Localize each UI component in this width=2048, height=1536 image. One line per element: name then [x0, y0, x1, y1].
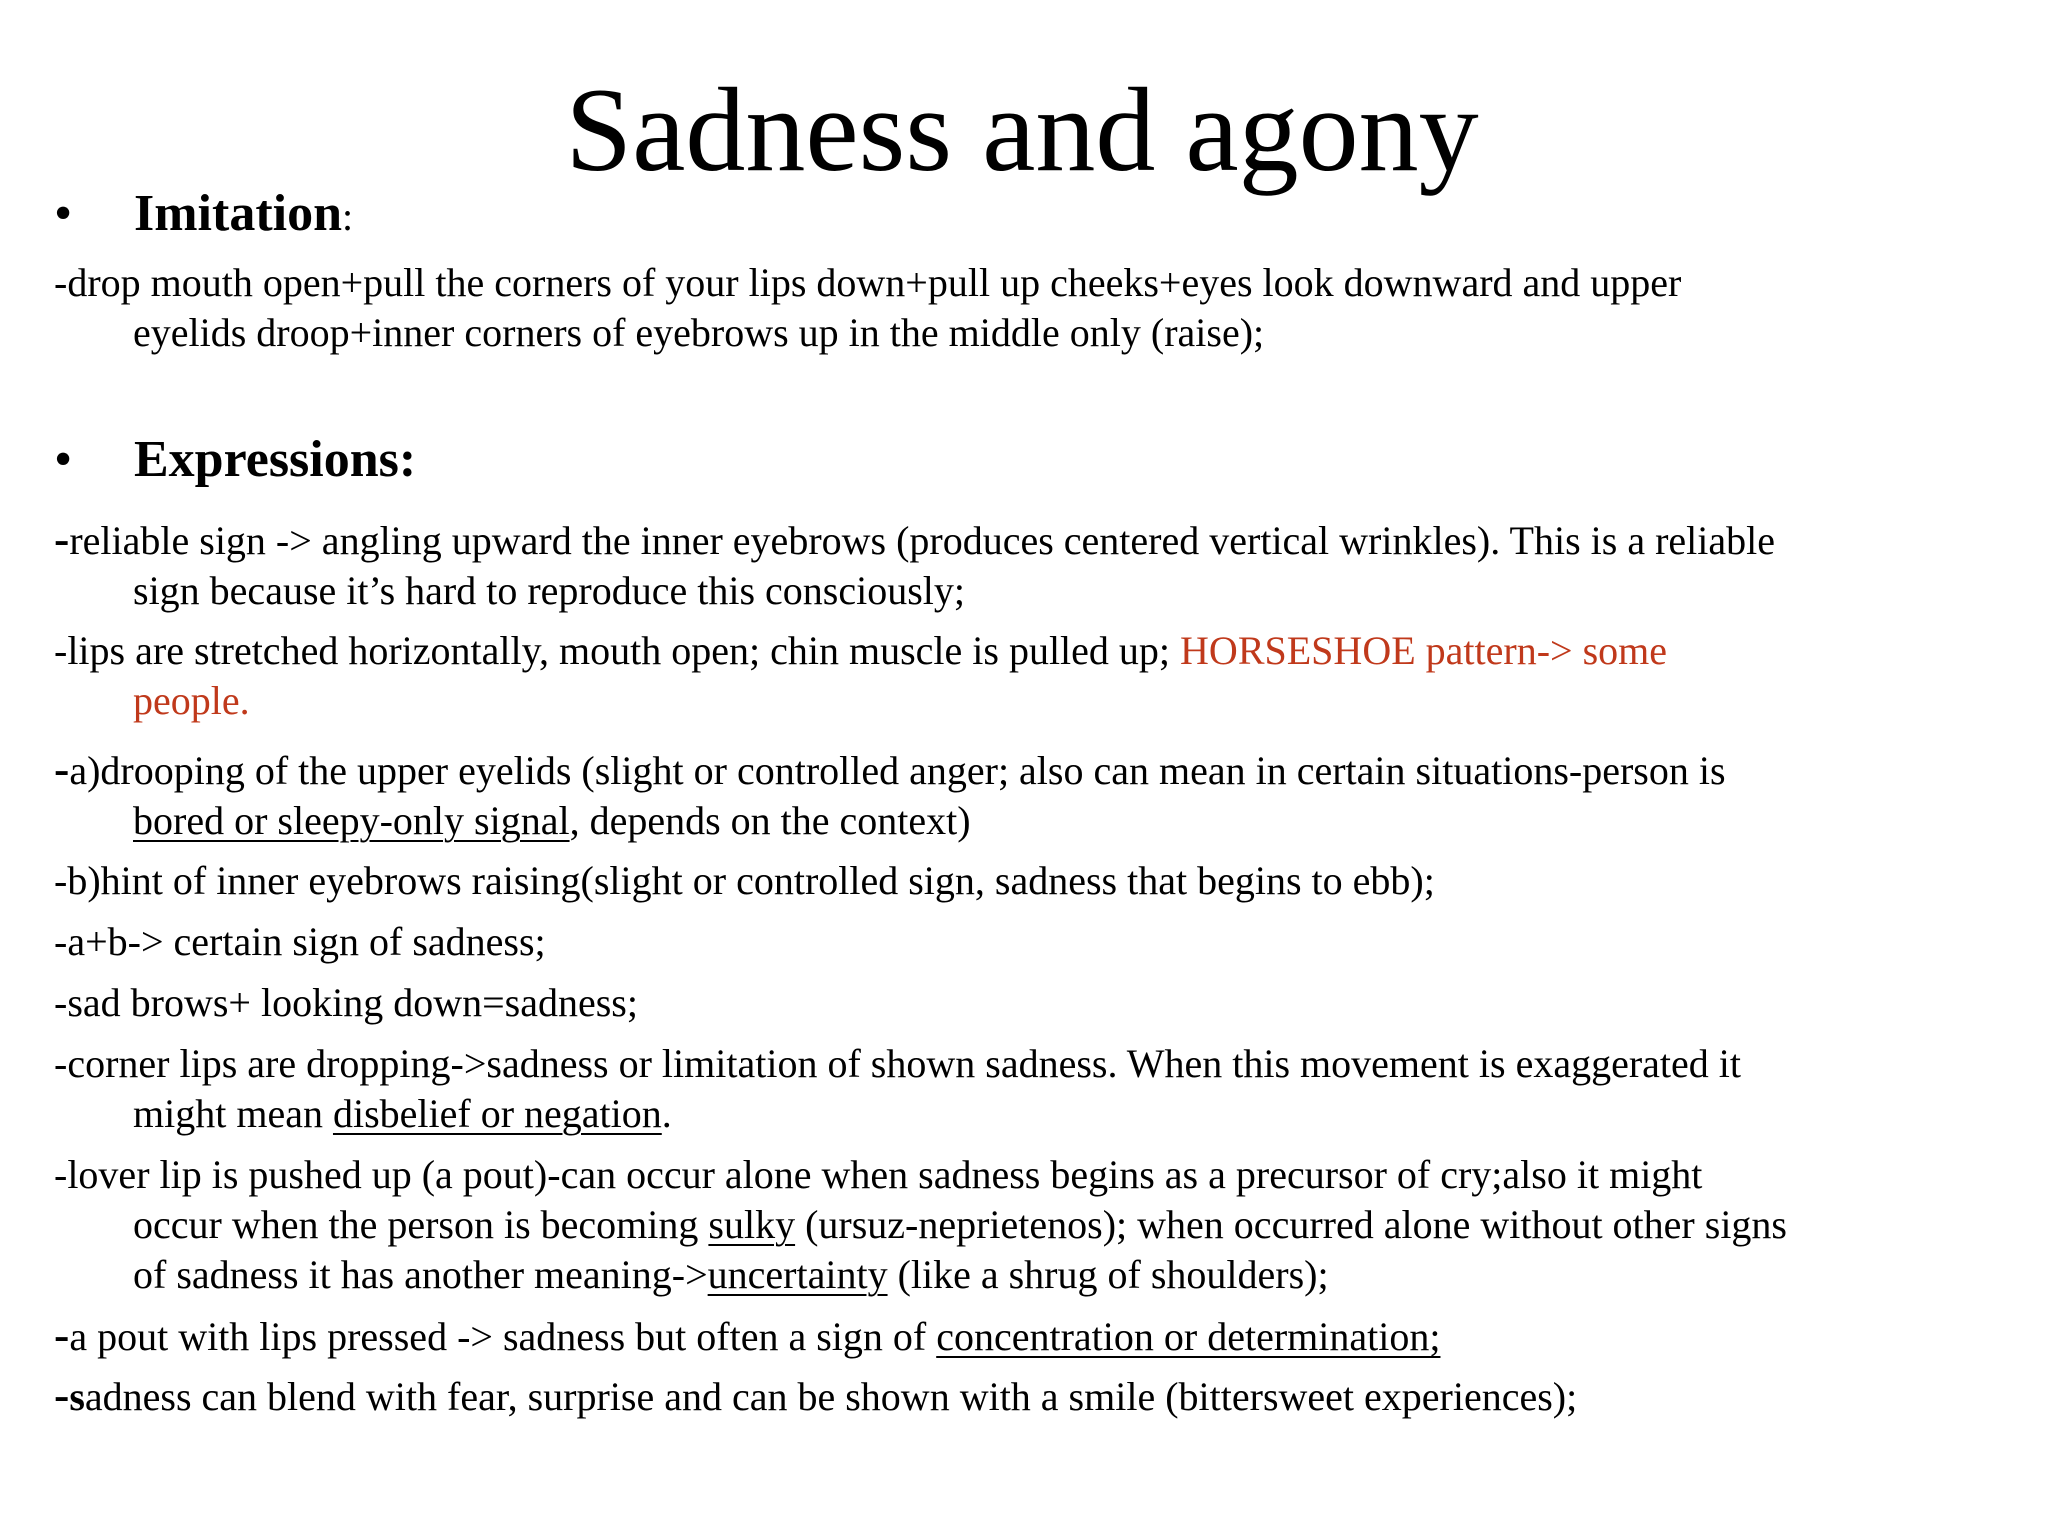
expression-item-reliable-sign	[54, 514, 2044, 616]
expressions-heading	[54, 430, 416, 490]
expression-item-lover-lip	[54, 1150, 2044, 1300]
item-line-1-pre: a pout with lips pressed -> sadness but often a sign of	[69, 1314, 937, 1359]
expression-item-a-plus-b	[54, 917, 2044, 967]
underlined-phrase: bored or sleepy-only signal	[133, 798, 570, 843]
item-line-1: -b)hint of inner eyebrows raising(slight or controlled sign, sadness that begins to ebb);	[54, 858, 1435, 903]
expression-item-corner-lips	[54, 1039, 2044, 1139]
bullet-icon: •	[54, 185, 73, 242]
item-line-1: -corner lips are dropping->sadness or limitation of shown sadness. When this movement is exaggerated it	[54, 1041, 1741, 1086]
item-bold-letter: s	[69, 1374, 85, 1419]
item-line-1: -a+b-> certain sign of sadness;	[54, 919, 546, 964]
item-line-1: -lover lip is pushed up (a pout)-can occur alone when sadness begins as a precursor of cry;also it might	[54, 1152, 1703, 1197]
slide-title: Sadness and agony	[565, 63, 1479, 196]
expression-item-pout-pressed	[54, 1310, 2044, 1362]
item-line-3-post: (like a shrug of shoulders);	[887, 1252, 1329, 1297]
item-line-2-pre: might mean	[133, 1091, 333, 1136]
expression-item-sadness-blend	[54, 1370, 2044, 1422]
expression-item-lips-stretched	[54, 626, 2044, 726]
expression-item-sad-brows	[54, 978, 2044, 1028]
expressions-label: Expressions:	[134, 431, 417, 488]
item-line-2: , depends on the context)	[569, 798, 971, 843]
item-dash: -	[54, 1369, 70, 1420]
item-line-1: -lips are stretched horizontally, mouth open; chin muscle is pulled up;	[54, 628, 1181, 673]
expression-item-drooping-eyelids	[54, 744, 2044, 846]
imitation-colon: :	[342, 194, 354, 239]
imitation-line-2: eyelids droop+inner corners of eyebrows up in the middle only (raise);	[133, 310, 1265, 355]
item-dash: -	[54, 1309, 70, 1360]
item-line-3-pre: of sadness it has another meaning->	[133, 1252, 708, 1297]
item-line-1: reliable sign -> angling upward the inner eyebrows (produces centered vertical wrinkles). This is a reliable	[69, 518, 1775, 563]
underlined-phrase: sulky	[708, 1202, 796, 1247]
item-line-1: -sad brows+ looking down=sadness;	[54, 980, 638, 1025]
item-line-2: people.	[133, 678, 250, 723]
underlined-phrase: uncertainty	[707, 1252, 888, 1297]
item-line-2-post: .	[661, 1091, 672, 1136]
imitation-heading	[54, 184, 353, 247]
bullet-icon: •	[54, 431, 73, 488]
item-line-2-pre: occur when the person is becoming	[133, 1202, 709, 1247]
item-dash: -	[54, 743, 70, 794]
item-line-1: a)drooping of the upper eyelids (slight or controlled anger; also can mean in certain situations-person is	[69, 748, 1726, 793]
imitation-text	[54, 258, 2044, 358]
imitation-line-1: -drop mouth open+pull the corners of your lips down+pull up cheeks+eyes look downward and upper	[54, 260, 1682, 305]
expression-item-hint-eyebrows	[54, 856, 2044, 906]
horseshoe-highlight: HORSESHOE pattern-> some	[1180, 628, 1667, 673]
imitation-label: Imitation	[134, 185, 342, 242]
underlined-phrase: disbelief or negation	[332, 1091, 662, 1136]
item-dash: -	[54, 513, 70, 564]
underlined-phrase: concentration or determination;	[936, 1314, 1441, 1359]
item-line-1: adness can blend with fear, surprise and can be shown with a smile (bittersweet experiences);	[84, 1374, 1578, 1419]
item-line-2: sign because it’s hard to reproduce this consciously;	[133, 568, 966, 613]
item-line-2-post: (ursuz-neprietenos); when occurred alone without other signs	[795, 1202, 1787, 1247]
